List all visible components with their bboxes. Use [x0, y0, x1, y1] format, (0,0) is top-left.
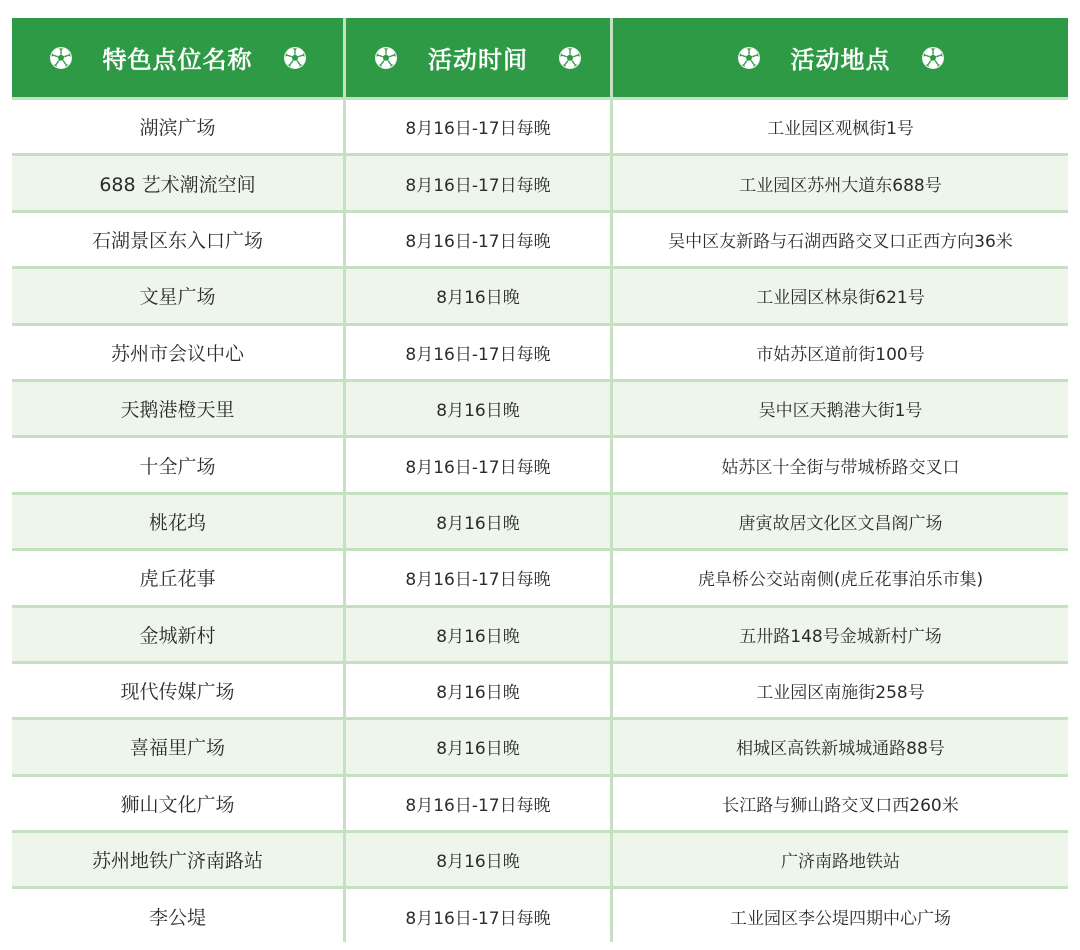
activity-place-cell: 市姑苏区道前街100号	[613, 326, 1068, 379]
activity-time-cell: 8月16日晚	[346, 495, 610, 548]
activity-place-cell: 工业园区林泉街621号	[613, 269, 1068, 322]
soccer-ball-icon	[49, 46, 73, 70]
soccer-ball-icon	[737, 46, 761, 70]
activity-time-cell: 8月16日晚	[346, 664, 610, 717]
point-name-cell: 喜福里广场	[12, 720, 343, 773]
header-place	[613, 18, 1068, 97]
soccer-ball-icon	[283, 46, 307, 70]
activity-place-cell: 唐寅故居文化区文昌阁广场	[613, 495, 1068, 548]
activity-place-cell: 长江路与狮山路交叉口西260米	[613, 777, 1068, 830]
point-name-cell: 湖滨广场	[12, 100, 343, 153]
point-name-cell: 现代传媒广场	[12, 664, 343, 717]
activity-time-cell: 8月16日-17日每晚	[346, 213, 610, 266]
activity-place-cell: 广济南路地铁站	[613, 833, 1068, 886]
activity-place-cell: 相城区高铁新城城通路88号	[613, 720, 1068, 773]
activity-time-cell: 8月16日晚	[346, 269, 610, 322]
activity-time-cell: 8月16日-17日每晚	[346, 100, 610, 153]
point-name-cell: 金城新村	[12, 608, 343, 661]
point-name-cell: 苏州地铁广济南路站	[12, 833, 343, 886]
soccer-ball-icon	[374, 46, 398, 70]
header-time	[346, 18, 610, 97]
activity-time-cell: 8月16日-17日每晚	[346, 156, 610, 209]
activity-time-cell: 8月16日晚	[346, 382, 610, 435]
activity-place-cell: 吴中区天鹅港大街1号	[613, 382, 1068, 435]
soccer-ball-icon	[558, 46, 582, 70]
activity-time-cell: 8月16日晚	[346, 720, 610, 773]
header-name	[12, 18, 343, 97]
point-name-cell: 虎丘花事	[12, 551, 343, 604]
header-place-label: 活动地点	[790, 46, 891, 74]
point-name-cell: 狮山文化广场	[12, 777, 343, 830]
activity-time-cell: 8月16日-17日每晚	[346, 438, 610, 491]
activity-time-cell: 8月16日-17日每晚	[346, 551, 610, 604]
activity-place-cell: 虎阜桥公交站南侧(虎丘花事泊乐市集)	[613, 551, 1068, 604]
soccer-ball-icon	[921, 46, 945, 70]
activity-place-cell: 工业园区李公堤四期中心广场	[613, 889, 1068, 942]
activity-time-cell: 8月16日晚	[346, 608, 610, 661]
points-table	[12, 18, 1068, 942]
activity-time-cell: 8月16日-17日每晚	[346, 326, 610, 379]
activity-time-cell: 8月16日晚	[346, 833, 610, 886]
activity-place-cell: 吴中区友新路与石湖西路交叉口正西方向36米	[613, 213, 1068, 266]
point-name-cell: 石湖景区东入口广场	[12, 213, 343, 266]
point-name-cell: 桃花坞	[12, 495, 343, 548]
activity-place-cell: 工业园区观枫街1号	[613, 100, 1068, 153]
point-name-cell: 十全广场	[12, 438, 343, 491]
point-name-cell: 苏州市会议中心	[12, 326, 343, 379]
activity-place-cell: 工业园区南施街258号	[613, 664, 1068, 717]
point-name-cell: 李公堤	[12, 889, 343, 942]
header-name-label: 特色点位名称	[102, 46, 253, 74]
point-name-cell: 文星广场	[12, 269, 343, 322]
point-name-cell: 天鹅港橙天里	[12, 382, 343, 435]
point-name-cell: 688 艺术潮流空间	[12, 156, 343, 209]
activity-place-cell: 五卅路148号金城新村广场	[613, 608, 1068, 661]
activity-place-cell: 姑苏区十全街与带城桥路交叉口	[613, 438, 1068, 491]
header-time-label: 活动时间	[428, 46, 528, 74]
table-grid	[12, 18, 1068, 942]
activity-time-cell: 8月16日-17日每晚	[346, 777, 610, 830]
activity-time-cell: 8月16日-17日每晚	[346, 889, 610, 942]
activity-place-cell: 工业园区苏州大道东688号	[613, 156, 1068, 209]
